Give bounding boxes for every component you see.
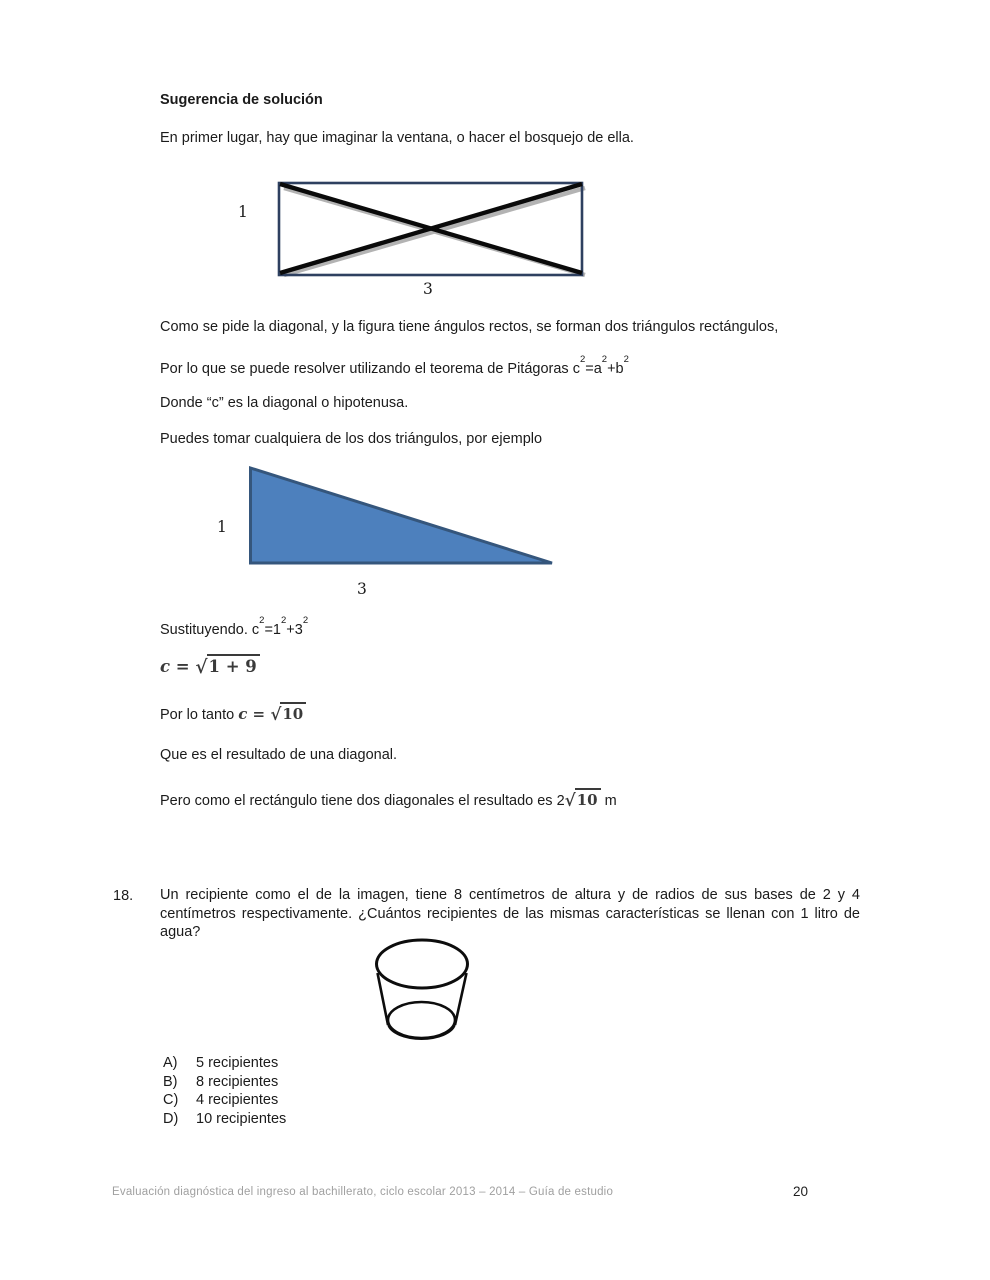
superscript-2: 2 (281, 615, 287, 626)
radicand: 10 (575, 788, 601, 809)
question-number: 18. (113, 888, 134, 904)
dos-diagonales-text: Pero como el rectángulo tiene dos diagonales el resultado es 2 (160, 793, 565, 809)
footer-text: Evaluación diagnóstica del ingreso al bachillerato, ciclo escolar 2013 – 2014 – Guía de estudio (112, 1186, 614, 1198)
portanto-text: Por lo tanto (160, 707, 239, 723)
triangle-figure (248, 465, 558, 567)
option-text: 5 recipientes (196, 1055, 279, 1071)
paragraph-resultado: Que es el resultado de una diagonal. (160, 747, 398, 763)
paragraph-portanto (160, 702, 306, 724)
radical-sign: √ (270, 704, 282, 724)
paragraph-sustituyendo (160, 617, 308, 639)
radicand: 10 (280, 702, 306, 723)
triangle-drawing (248, 465, 558, 567)
option-letter: B) (163, 1073, 178, 1090)
equals-sign: = (247, 705, 271, 723)
radicand: 1 + 9 (207, 654, 260, 676)
option-row (163, 1110, 286, 1129)
radical-sign: √ (195, 657, 208, 679)
option-row (163, 1054, 278, 1073)
superscript-2: 2 (259, 615, 265, 626)
radical-sign: √ (564, 790, 576, 810)
question-text: Un recipiente como el de la imagen, tiene 8 centímetros de altura y de radios de sus bases de 2 y 4 centímetros respectivamente. ¿Cuántos recipientes de las mismas características se llenan con 1 litro de agua? (160, 887, 860, 941)
formula-sqrt-10 (238, 705, 306, 723)
right-triangle (251, 468, 553, 563)
page-number: 20 (793, 1184, 809, 1199)
option-row (163, 1091, 278, 1110)
option-letter: C) (163, 1092, 179, 1109)
rectangle-diagonals-drawing (276, 180, 588, 280)
pythagoras-text: Por lo que se puede resolver utilizando el teorema de Pitágoras c (160, 360, 580, 377)
superscript-2: 2 (579, 354, 586, 365)
option-letter: D) (163, 1110, 179, 1127)
equals-sign: = (170, 657, 196, 676)
sustituyendo-text: Sustituyendo. c (160, 621, 260, 638)
option-text: 4 recipientes (196, 1092, 279, 1109)
paragraph-dos-diagonales (160, 788, 617, 810)
intro-paragraph: En primer lugar, hay que imaginar la ventana, o hacer el bosquejo de ella. (160, 130, 634, 146)
rectangle-figure (276, 180, 588, 280)
formula-variable: c (238, 705, 248, 723)
superscript-2: 2 (302, 615, 309, 626)
option-letter: A) (163, 1055, 178, 1071)
rect-width-label: 3 (423, 280, 433, 298)
cup-left-side (378, 973, 389, 1025)
triangle-base-label: 3 (357, 580, 367, 598)
cup-figure (371, 936, 471, 1044)
option-row (163, 1073, 278, 1092)
sustituyendo-text: =1 (264, 621, 281, 638)
cup-top-rim (377, 940, 468, 988)
superscript-2: 2 (601, 354, 608, 365)
paragraph-triangles: Como se pide la diagonal, y la figura tiene ángulos rectos, se forman dos triángulos rectángulos, (160, 319, 779, 335)
option-text: 8 recipientes (196, 1073, 279, 1090)
section-heading: Sugerencia de solución (160, 92, 323, 108)
cup-drawing (371, 936, 471, 1044)
option-text: 10 recipientes (196, 1110, 287, 1127)
superscript-2: 2 (623, 354, 629, 365)
unit-text: m (600, 793, 617, 809)
formula-sqrt-1-9 (160, 654, 260, 678)
pythagoras-text: =a (585, 360, 602, 377)
paragraph-pythagoras (160, 356, 629, 378)
sustituyendo-text: +3 (286, 621, 303, 638)
rect-height-label: 1 (238, 203, 248, 221)
paragraph-puedes: Puedes tomar cualquiera de los dos triángulos, por ejemplo (160, 431, 543, 447)
formula-variable: c (160, 657, 171, 676)
formula-2-sqrt-10 (565, 791, 601, 809)
triangle-height-label: 1 (217, 518, 227, 536)
paragraph-donde: Donde “c” es la diagonal o hipotenusa. (160, 395, 409, 411)
pythagoras-text: +b (607, 360, 624, 377)
